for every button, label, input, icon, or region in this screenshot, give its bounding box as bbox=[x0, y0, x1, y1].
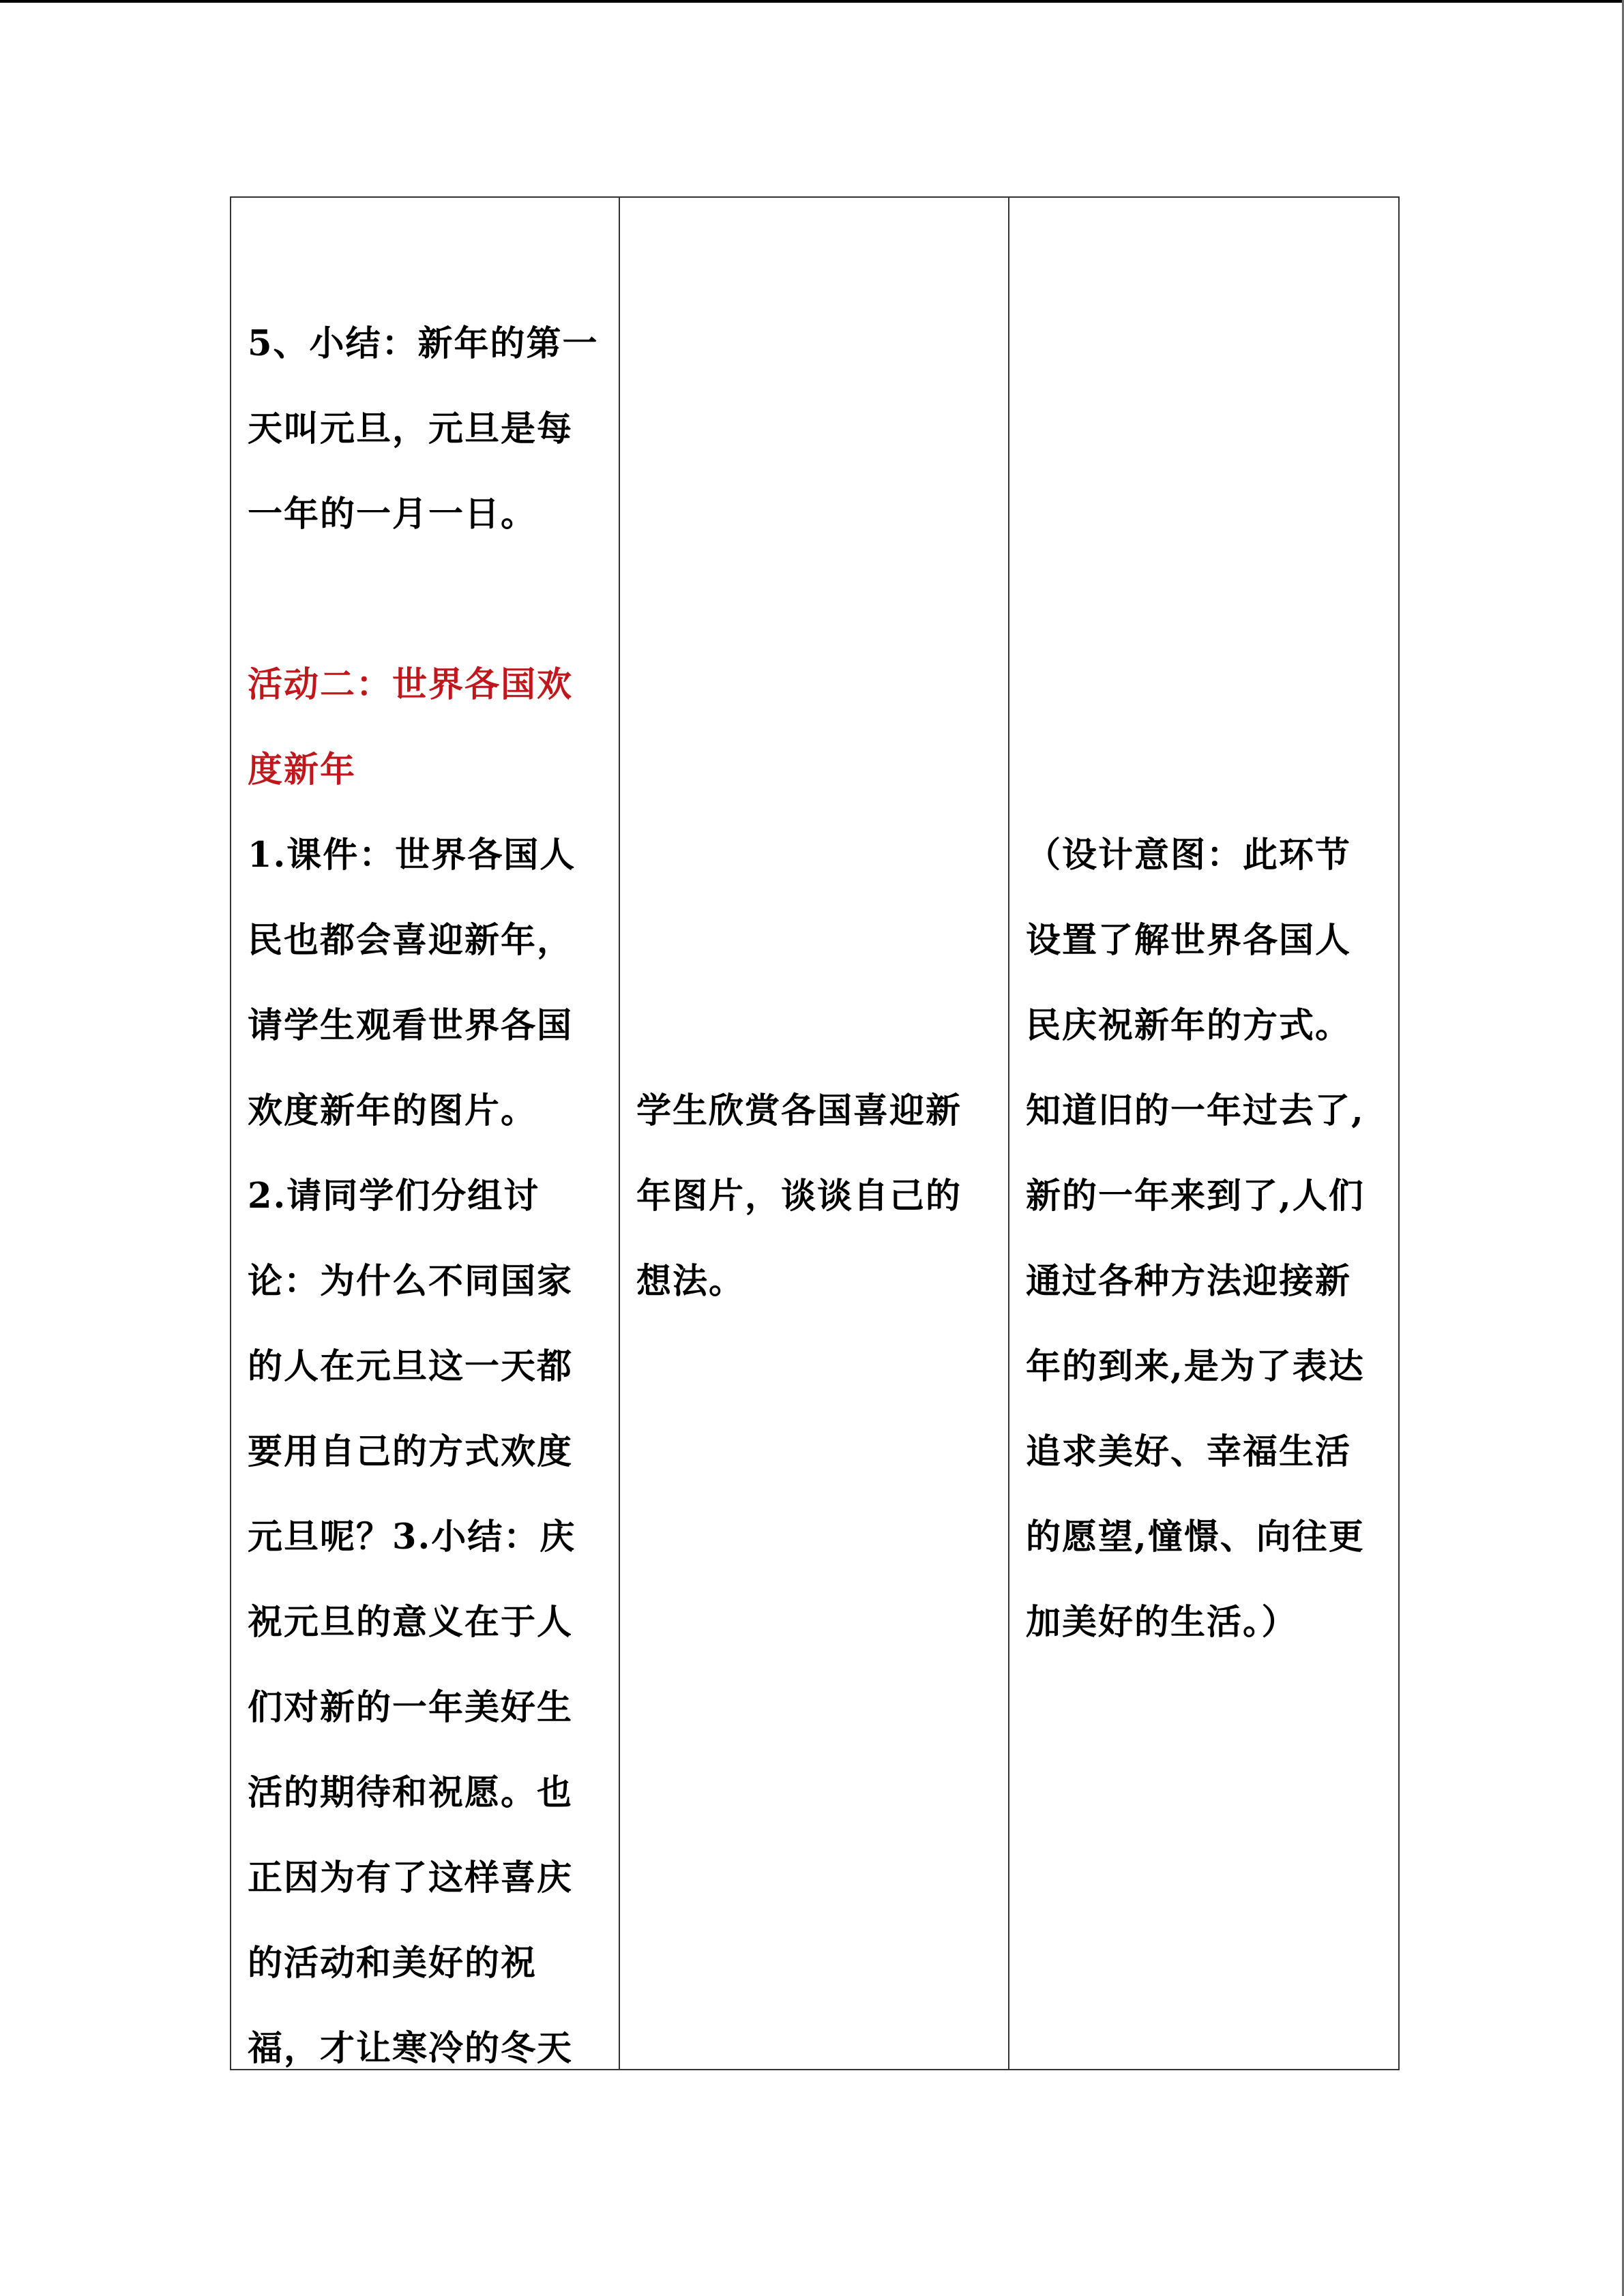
page-top-rule bbox=[0, 0, 1624, 3]
teacher-activity-text bbox=[248, 301, 606, 2091]
paragraph-spacer bbox=[248, 557, 606, 642]
step-one: 1.课件：世界各国人民也都会喜迎新年，请学生观看世界各国欢度新年的图片。 bbox=[248, 835, 576, 1131]
design-intent-cell bbox=[1009, 197, 1399, 2070]
activity-heading: 活动二：世界各国欢度新年 bbox=[248, 664, 574, 790]
teacher-activity-cell bbox=[231, 197, 619, 2070]
design-intent-text: （设计意图：此环节设置了解世界各国人民庆祝新年的方式。知道旧的一年过去了,新的一年来到了,人们通过各种方法迎接新年的到来,是为了表达追求美好、幸福生活的愿望,憧憬、向往更加美好的生活。） bbox=[1026, 835, 1365, 1643]
table-row bbox=[231, 197, 1399, 2070]
student-activity-text: 学生欣赏各国喜迎新年图片，谈谈自己的想法。 bbox=[636, 1090, 962, 1302]
summary-one: 5、小结：新年的第一天叫元旦，元旦是每一年的一月一日。 bbox=[248, 323, 599, 535]
student-activity-cell bbox=[619, 197, 1009, 2070]
step-two-and-summary: 2.请同学们分组讨论：为什么不同国家的人在元旦这一天都要用自己的方式欢度元旦呢？3.小结：庆祝元旦的意义在于人们对新的一年美好生活的期待和祝愿。也正因为有了这样喜庆的活动和美好的祝福，才让寒冷的冬天 bbox=[248, 1176, 576, 2069]
lesson-plan-table bbox=[230, 196, 1400, 2070]
